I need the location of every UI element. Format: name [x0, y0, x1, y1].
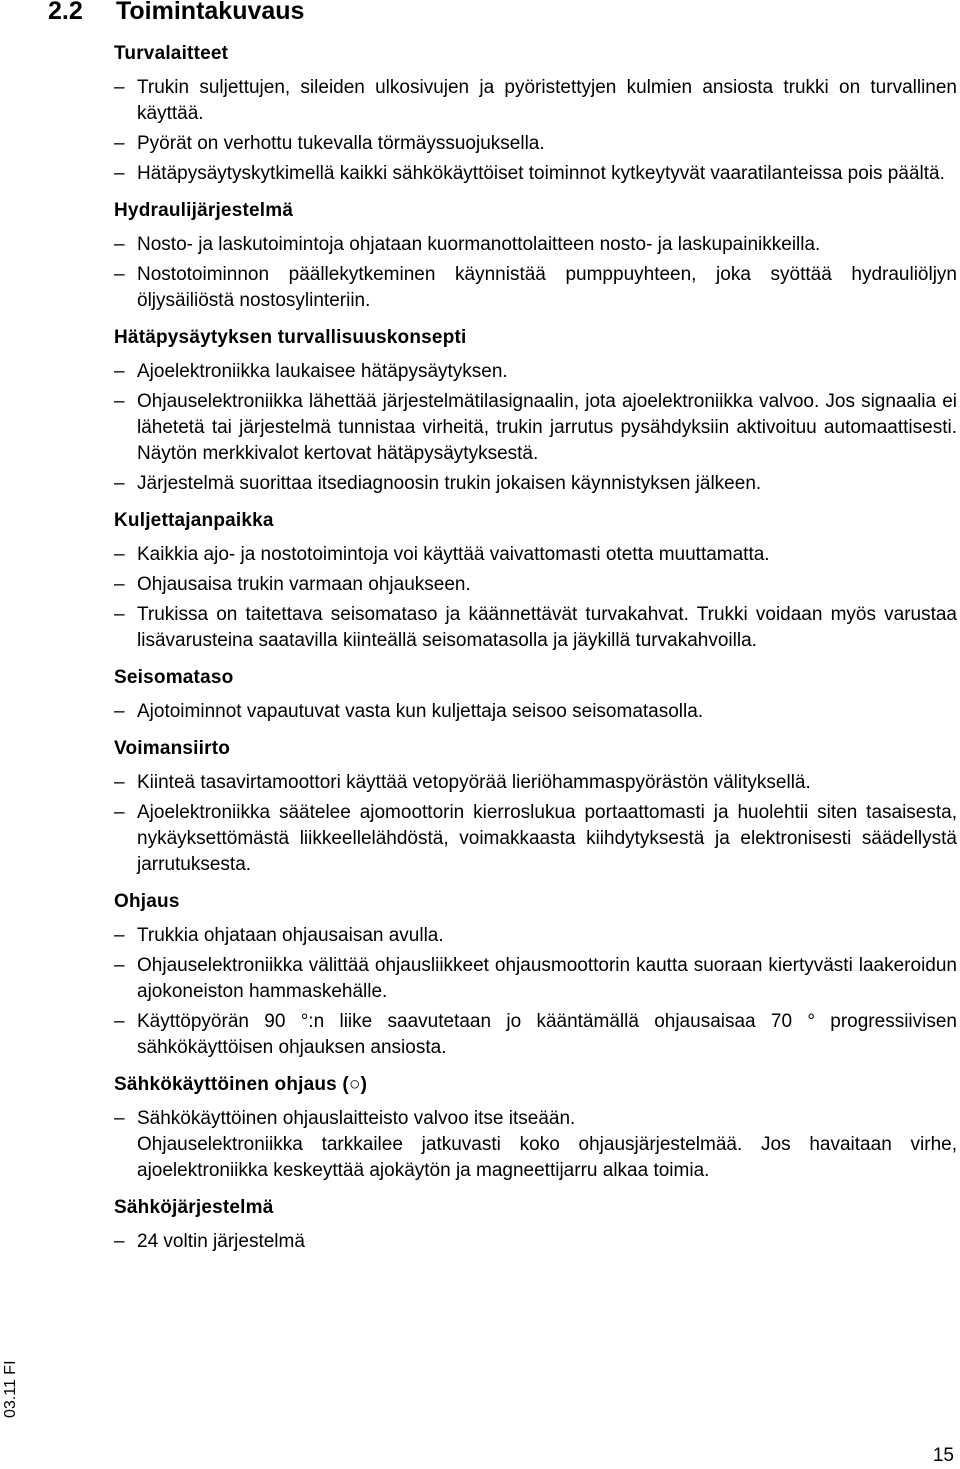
subsection-heading: Turvalaitteet — [114, 43, 229, 64]
list-item — [114, 389, 957, 467]
list-item-text: Trukkia ohjataan ohjausaisan avulla. — [137, 925, 444, 946]
list-item-text: Ajoelektroniikka laukaisee hätäpysäytyksen. — [137, 361, 508, 382]
list-item — [114, 471, 957, 497]
bullet-list — [114, 699, 957, 725]
section-gap — [114, 314, 957, 324]
document-body — [114, 40, 957, 1255]
page-number: 15 — [932, 1445, 954, 1466]
bullet-dash: – — [114, 77, 125, 98]
list-item-text: Käyttöpyörän 90 °:n liike saavutetaan jo kääntämällä ohjausaisaa 70 ° progressiivisen sähkökäyttöisen ohjauksen ansiosta. — [137, 1011, 957, 1058]
edition-label: 03.11 FI — [2, 1360, 19, 1418]
bullet-dash: – — [114, 264, 125, 285]
subsection-heading: Voimansiirto — [114, 738, 231, 759]
bullet-dash: – — [114, 473, 125, 494]
bullet-list — [114, 232, 957, 314]
list-item-text: Ohjauselektroniikka tarkkailee jatkuvasti koko ohjausjärjestelmää. Jos havaitaan virhe, ajoelektroniikka keskeyttää ajokäytön ja magneettijarru alkaa toimia. — [137, 1134, 957, 1181]
list-item-text: Trukin suljettujen, sileiden ulkosivujen ja pyöristettyjen kulmien ansiosta trukki on turvallinen käyttää. — [137, 77, 957, 124]
bullet-dash: – — [114, 925, 125, 946]
bullet-list — [114, 359, 957, 497]
bullet-dash: – — [114, 701, 125, 722]
list-item-text: Ajoelektroniikka säätelee ajomoottorin kierroslukua portaattomasti ja huolehtii siten tasaisesta, nykäyksettömästä liikkeellelähdöstä, voimakkaasta kiihdytyksestä ja elektronisesti säädellystä jarrutuksesta. — [137, 802, 957, 875]
subsection — [114, 197, 957, 324]
bullet-dash: – — [114, 955, 125, 976]
subsection — [114, 664, 957, 735]
section-number: 2.2 — [48, 0, 83, 25]
list-item — [114, 75, 957, 127]
bullet-list — [114, 1106, 957, 1184]
subsection-heading: Seisomataso — [114, 667, 234, 688]
list-item-text: Ohjauselektroniikka välittää ohjausliikkeet ohjausmoottorin kautta suoraan kiertyvästi laakeroidun ajokoneiston hammaskehälle. — [137, 955, 957, 1002]
bullet-dash: – — [114, 772, 125, 793]
bullet-dash: – — [114, 1011, 125, 1032]
list-item — [114, 262, 957, 314]
list-item — [114, 359, 957, 385]
list-item — [114, 232, 957, 258]
bullet-list — [114, 542, 957, 654]
list-item — [114, 770, 957, 796]
list-item-text: Pyörät on verhottu tukevalla törmäyssuojuksella. — [137, 133, 545, 154]
section-gap — [114, 725, 957, 735]
section-gap — [114, 654, 957, 664]
list-item — [114, 602, 957, 654]
bullet-list — [114, 923, 957, 1061]
list-item — [114, 1009, 957, 1061]
section-title — [48, 0, 304, 26]
list-item-text: Trukissa on taitettava seisomataso ja käännettävät turvakahvat. Trukki voidaan myös varustaa lisävarusteina saatavilla kiinteällä seisomatasolla ja jäykillä turvakahvoilla. — [137, 604, 957, 651]
bullet-dash: – — [114, 604, 125, 625]
list-item-text: Hätäpysäytyskytkimellä kaikki sähkökäyttöiset toiminnot kytkeytyvät vaaratilanteissa pois päältä. — [137, 163, 945, 184]
subsection-heading: Sähkökäyttöinen ohjaus (○) — [114, 1074, 368, 1095]
list-item — [114, 923, 957, 949]
subsection-heading: Hätäpysäytyksen turvallisuuskonsepti — [114, 327, 467, 348]
list-item-text: Ajotoiminnot vapautuvat vasta kun kuljettaja seisoo seisomatasolla. — [137, 701, 704, 722]
bullet-dash: – — [114, 574, 125, 595]
list-item — [114, 572, 957, 598]
subsection-heading: Sähköjärjestelmä — [114, 1197, 274, 1218]
bullet-list — [114, 75, 957, 187]
list-item-text: Ohjauselektroniikka lähettää järjestelmätilasignaalin, jota ajoelektroniikka valvoo. Jos signaalia ei lähetetä tai järjestelmä tunnistaa virheitä, trukin jarrutus pysähdyksiin aktivoituu automaattisesti. Näytön merkkivalot kertovat hätäpysäytyksestä. — [137, 391, 957, 464]
list-item — [114, 699, 957, 725]
section-gap — [114, 187, 957, 197]
bullet-dash: – — [114, 163, 125, 184]
subsection — [114, 1071, 957, 1194]
bullet-dash: – — [114, 544, 125, 565]
bullet-dash: – — [114, 1231, 125, 1252]
list-item-text: Järjestelmä suorittaa itsediagnoosin trukin jokaisen käynnistyksen jälkeen. — [137, 473, 762, 494]
subsection — [114, 507, 957, 664]
list-item-text: Kiinteä tasavirtamoottori käyttää vetopyörää lieriöhammaspyörästön välityksellä. — [137, 772, 811, 793]
subsection — [114, 888, 957, 1071]
list-item-text: 24 voltin järjestelmä — [137, 1231, 305, 1252]
section-title-text: Toimintakuvaus — [116, 0, 305, 25]
bullet-dash: – — [114, 391, 125, 412]
bullet-list — [114, 1229, 957, 1255]
section-gap — [114, 878, 957, 888]
list-item-text: Sähkökäyttöinen ohjauslaitteisto valvoo itse itseään. — [137, 1108, 576, 1129]
subsection-heading: Ohjaus — [114, 891, 180, 912]
section-gap — [114, 1184, 957, 1194]
list-item — [114, 131, 957, 157]
list-item — [114, 953, 957, 1005]
list-item — [114, 800, 957, 878]
subsection-heading: Kuljettajanpaikka — [114, 510, 274, 531]
list-item — [114, 542, 957, 568]
list-item — [114, 1106, 957, 1132]
list-item-text: Ohjausaisa trukin varmaan ohjaukseen. — [137, 574, 471, 595]
subsection — [114, 40, 957, 197]
list-item-text: Kaikkia ajo- ja nostotoimintoja voi käyttää vaivattomasti otetta muuttamatta. — [137, 544, 770, 565]
list-item-text: Nostotoiminnon päällekytkeminen käynnistää pumppuyhteen, joka syöttää hydrauliöljyn öljysäiliöstä nostosylinteriin. — [137, 264, 957, 311]
bullet-dash: – — [114, 1108, 125, 1129]
subsection — [114, 735, 957, 888]
list-item-text: Nosto- ja laskutoimintoja ohjataan kuormanottolaitteen nosto- ja laskupainikkeilla. — [137, 234, 821, 255]
list-item — [114, 161, 957, 187]
bullet-list — [114, 770, 957, 878]
subsection-heading: Hydraulijärjestelmä — [114, 200, 294, 221]
subsection — [114, 1194, 957, 1255]
bullet-dash: – — [114, 133, 125, 154]
list-item — [114, 1132, 957, 1184]
list-item — [114, 1229, 957, 1255]
bullet-dash: – — [114, 361, 125, 382]
bullet-dash: – — [114, 802, 125, 823]
section-gap — [114, 1061, 957, 1071]
bullet-dash: – — [114, 234, 125, 255]
section-gap — [114, 497, 957, 507]
subsection — [114, 324, 957, 507]
